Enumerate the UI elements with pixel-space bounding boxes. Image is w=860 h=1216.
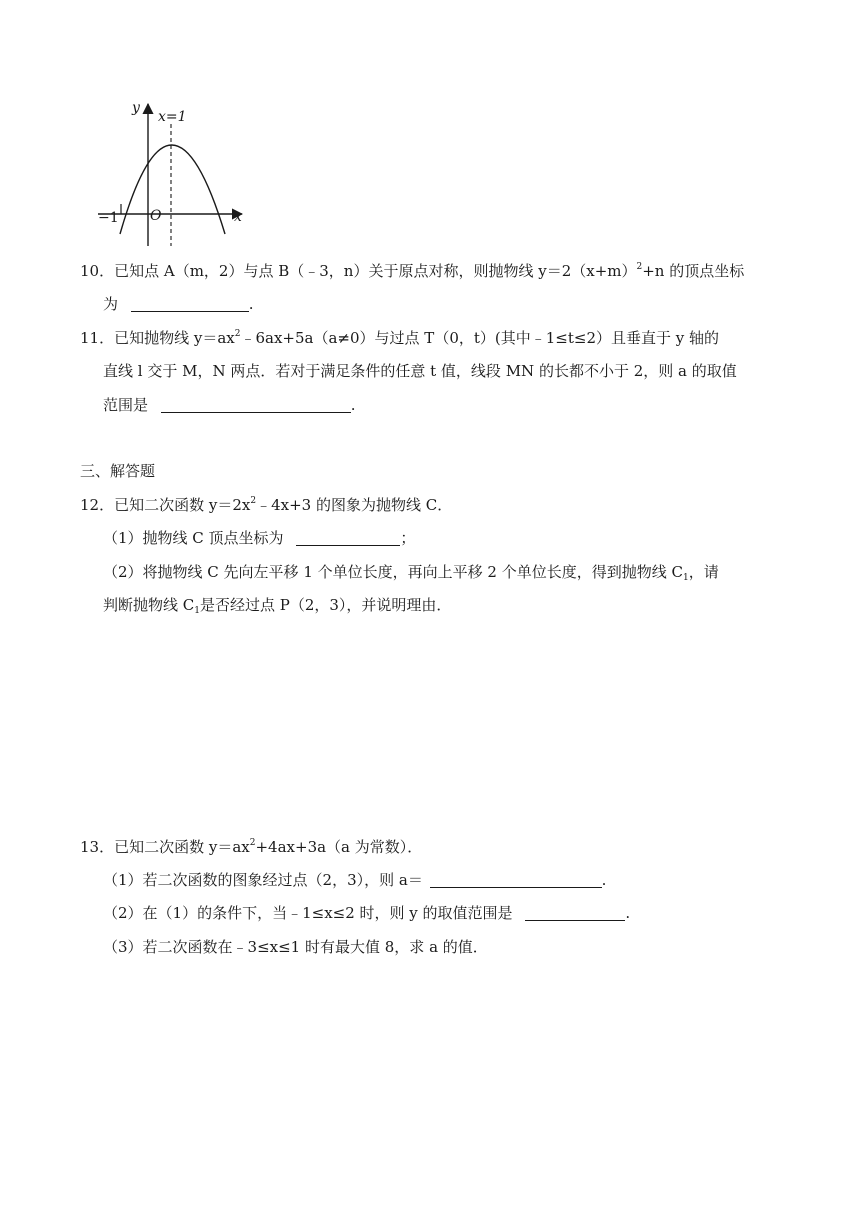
q13-line1 [80, 837, 422, 857]
q12-part3-a: 判断抛物线 C [103, 596, 195, 614]
q13-part3-text: （3）若二次函数在﹣3≤x≤1 时有最大值 8，求 a 的值． [103, 938, 488, 956]
q11-answer-blank[interactable] [161, 396, 351, 413]
x-axis-label: x [234, 209, 242, 225]
q12-exponent: 2 [250, 496, 257, 506]
section-title [80, 461, 155, 481]
q11-line3-a: 范围是 [103, 396, 149, 414]
q12-text-b: ﹣4x+3 的图象为抛物线 C． [256, 496, 453, 514]
q12-text-a: 已知二次函数 y＝2x [114, 496, 251, 514]
minus-one-label: −1 [98, 210, 119, 226]
q11-line1 [80, 328, 719, 348]
q12-line1 [80, 495, 452, 515]
q11-text-b: ﹣6ax+5a（a≠0）与过点 T（0，t）(其中﹣1≤t≤2）且垂直于 y 轴的 [240, 329, 719, 347]
q12-part2 [103, 562, 719, 582]
q11-line3-b: . [350, 396, 356, 414]
q10-text-b: +n 的顶点坐标 [642, 262, 745, 280]
q10-line2-b: . [248, 295, 254, 313]
q13-part1-a: （1）若二次函数的图象经过点（2，3），则 a＝ [103, 871, 423, 889]
q12-part3-subscript: 1 [194, 606, 200, 616]
q12-part2-subscript: 1 [682, 573, 689, 583]
q12-number: 12． [80, 496, 115, 514]
q13-answer-blank-1[interactable] [430, 871, 602, 888]
q10-text-a: 已知点 A（m，2）与点 B（﹣3，n）关于原点对称，则抛物线 y＝2（x+m） [114, 262, 637, 280]
q12-part3 [103, 595, 451, 615]
q12-part3-b: 是否经过点 P（2，3），并说明理由． [199, 596, 452, 614]
q13-part3 [103, 937, 488, 957]
q12-part2-b: ，请 [688, 563, 719, 581]
q11-line2-text: 直线 l 交于 M，N 两点．若对于满足条件的任意 t 值，线段 MN 的长都不小于 2，则 a 的取值 [103, 362, 737, 380]
origin-label: O [150, 208, 162, 224]
q11-text-a: 已知抛物线 y＝ax [114, 329, 235, 347]
q12-answer-blank[interactable] [296, 529, 400, 546]
q10-line1 [80, 261, 744, 281]
q13-part1-b: . [601, 871, 607, 889]
q10-answer-blank[interactable] [131, 295, 249, 312]
q13-exponent: 2 [249, 838, 256, 848]
q12-part1 [103, 528, 415, 548]
q11-exponent: 2 [234, 329, 241, 339]
q13-part2-b: . [625, 904, 631, 922]
y-axis-label: y [132, 100, 140, 116]
q10-line2-a: 为 [103, 295, 119, 313]
q11-number: 11． [80, 329, 115, 347]
axis-line-label: x=1 [158, 109, 187, 125]
q13-part1 [103, 870, 606, 890]
q12-part1-b: ； [400, 529, 416, 547]
q13-part2-a: （2）在（1）的条件下，当﹣1≤x≤2 时，则 y 的取值范围是 [103, 904, 513, 922]
q12-part1-a: （1）抛物线 C 顶点坐标为 [103, 529, 284, 547]
q13-text-a: 已知二次函数 y＝ax [114, 838, 250, 856]
parabola-figure [92, 96, 252, 248]
q10-line2 [103, 294, 254, 314]
section-title-text: 三、解答题 [80, 462, 156, 480]
q10-exponent: 2 [636, 262, 643, 272]
q13-answer-blank-2[interactable] [525, 904, 625, 921]
q13-part2 [103, 903, 630, 923]
q13-number: 13． [80, 838, 115, 856]
q10-number: 10． [80, 262, 115, 280]
q11-line2 [103, 361, 737, 381]
q13-text-b: +4ax+3a（a 为常数）． [255, 838, 423, 856]
q11-line3 [103, 395, 356, 415]
q12-part2-a: （2）将抛物线 C 先向左平移 1 个单位长度，再向上平移 2 个单位长度，得到抛物线 C [103, 563, 683, 581]
parabola-curve [120, 145, 225, 234]
